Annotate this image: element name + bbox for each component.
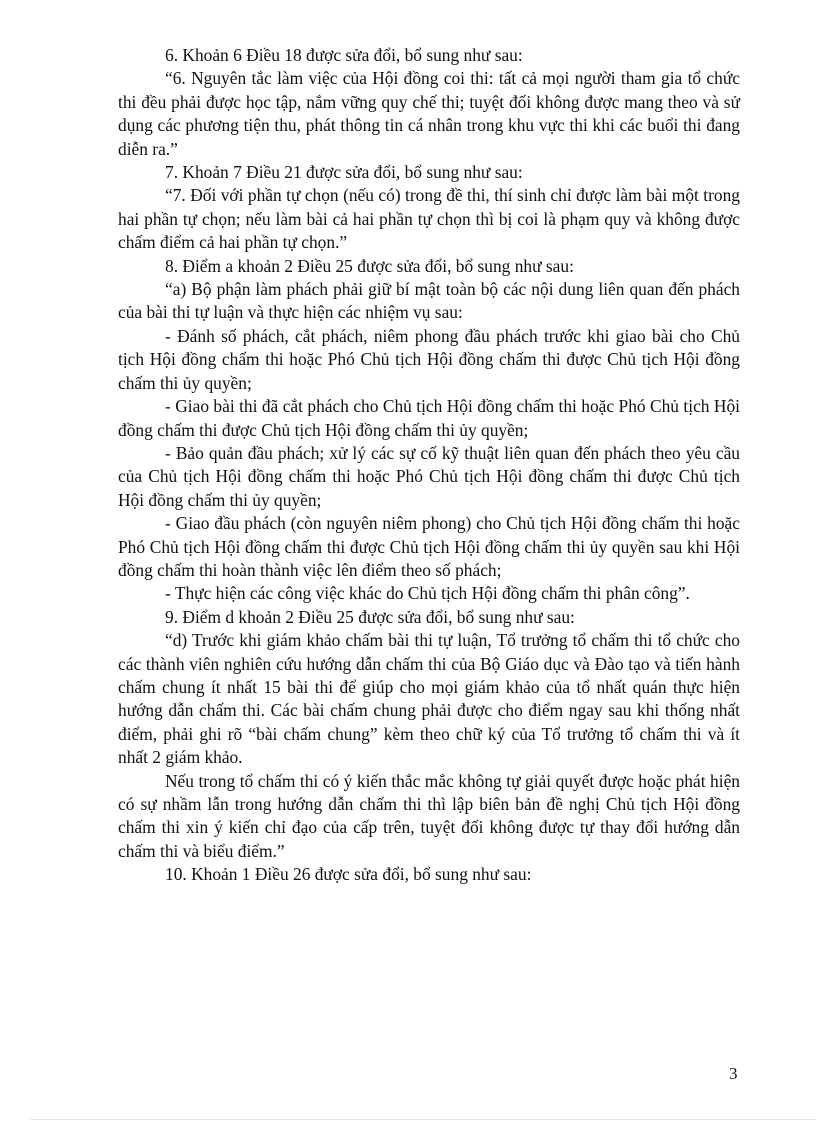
quoted-clause-6: “6. Nguyên tắc làm việc của Hội đồng coi thi: tất cả mọi người tham gia tổ chức thi đều phải được học tập, nắm vững quy chế thi; tuyệt đối không được mang theo và sử dụng các phương tiện thu, phát thông tin cá nhân trong khu vực thi khi các buổi thi đang diễn ra.”	[118, 68, 740, 159]
section-heading-6: 6. Khoản 6 Điều 18 được sửa đổi, bổ sung như sau:	[165, 45, 523, 65]
quoted-clause-9d-continued: Nếu trong tổ chấm thi có ý kiến thắc mắc không tự giải quyết được hoặc phát hiện có sự nhầm lẫn trong hướng dẫn chấm thi thì lập biên bản đề nghị Chủ tịch Hội đồng chấm thi xin ý kiến chỉ đạo của cấp trên, tuyệt đối không được tự thay đổi hướng dẫn chấm thi và biểu điểm.”	[118, 770, 740, 861]
page-number: 3	[729, 1064, 738, 1083]
quoted-clause-9d: “d) Trước khi giám khảo chấm bài thi tự luận, Tổ trưởng tổ chấm thi tổ chức cho các thành viên nghiên cứu hướng dẫn chấm thi của Bộ Giáo dục và Đào tạo và tiến hành chấm chung ít nhất 15 bài thi để giúp cho mọi giám khảo của tổ nhất quán thực hiện hướng dẫn chấm thi. Các bài chấm chung phải được cho điểm ngay sau khi thống nhất điểm, phải ghi rõ “bài chấm chung” kèm theo chữ ký của Tổ trưởng tổ chấm thi và ít nhất 2 giám khảo.	[118, 630, 740, 768]
list-item: - Giao đầu phách (còn nguyên niêm phong) cho Chủ tịch Hội đồng chấm thi hoặc Phó Chủ tịch Hội đồng chấm thi được Chủ tịch Hội đồng chấm thi ủy quyền sau khi Hội đồng chấm thi hoàn thành việc lên điểm theo số phách;	[118, 513, 740, 580]
quoted-clause-7: “7. Đối với phần tự chọn (nếu có) trong đề thi, thí sinh chỉ được làm bài một trong hai phần tự chọn; nếu làm bài cả hai phần tự chọn thì bị coi là phạm quy và không được chấm điểm cả hai phần tự chọn.”	[118, 185, 740, 253]
document-body	[118, 44, 740, 887]
section-heading-10: 10. Khoản 1 Điều 26 được sửa đổi, bổ sung như sau:	[165, 864, 532, 885]
section-heading-7: 7. Khoản 7 Điều 21 được sửa đổi, bổ sung như sau:	[165, 162, 523, 183]
quoted-clause-8a: “a) Bộ phận làm phách phải giữ bí mật toàn bộ các nội dung liên quan đến phách của bài thi tự luận và thực hiện các nhiệm vụ sau:	[118, 279, 740, 323]
list-item: - Thực hiện các công việc khác do Chủ tịch Hội đồng chấm thi phân công”.	[165, 583, 690, 604]
list-item: - Đánh số phách, cắt phách, niêm phong đầu phách trước khi giao bài cho Chủ tịch Hội đồng chấm thi hoặc Phó Chủ tịch Hội đồng chấm thi được Chủ tịch Hội đồng chấm thi ủy quyền;	[118, 325, 740, 393]
page-bottom-divider	[30, 1119, 815, 1120]
section-heading-9: 9. Điểm d khoản 2 Điều 25 được sửa đổi, bổ sung như sau:	[165, 606, 575, 627]
list-item: - Giao bài thi đã cắt phách cho Chủ tịch Hội đồng chấm thi hoặc Phó Chủ tịch Hội đồng chấm thi được Chủ tịch Hội đồng chấm thi ủy quyền;	[118, 396, 740, 440]
section-heading-8: 8. Điểm a khoản 2 Điều 25 được sửa đổi, bổ sung như sau:	[165, 255, 574, 276]
list-item: - Bảo quản đầu phách; xử lý các sự cố kỹ thuật liên quan đến phách theo yêu cầu của Chủ tịch Hội đồng chấm thi hoặc Phó Chủ tịch Hội đồng chấm thi được Chủ tịch Hội đồng chấm thi ủy quyền;	[118, 442, 740, 510]
